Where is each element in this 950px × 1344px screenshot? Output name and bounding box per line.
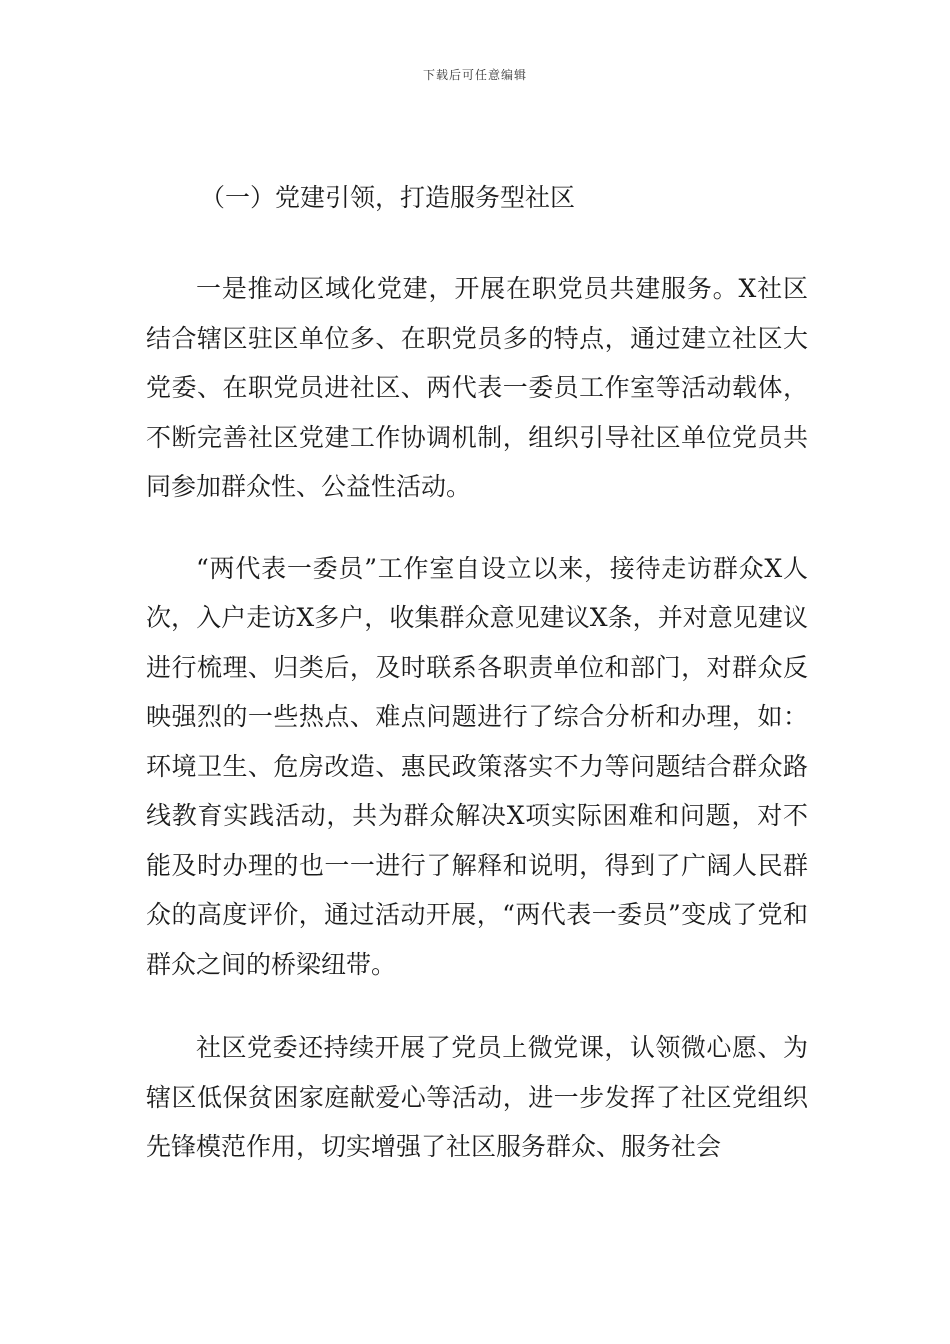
paragraph-1: 一是推动区域化党建，开展在职党员共建服务。X社区结合辖区驻区单位多、在职党员多的特点，通过建立社区大党委、在职党员进社区、两代表一委员工作室等活动载体，不断完善社区党建工作协调机制，组织引导社区单位党员共同参加群众性、公益性活动。: [146, 274, 808, 501]
page-header-note: 下载后可任意编辑: [422, 68, 527, 82]
paragraph-2: “两代表一委员”工作室自设立以来，接待走访群众X人次，入户走访X多户，收集群众意见建议X条，并对意见建议进行梳理、归类后，及时联系各职责单位和部门，对群众反映强烈的一些热点、难点问题进行了综合分析和办理，如：环境卫生、危房改造、惠民政策落实不力等问题结合群众路线教育实践活动，共为群众解决X项实际困难和问题，对不能及时办理的也一一进行了解释和说明，得到了广阔人民群众的高度评价，通过活动开展，“两代表一委员”变成了党和群众之间的桥梁纽带。: [146, 553, 808, 979]
paragraph-3: 社区党委还持续开展了党员上微党课，认领微心愿、为辖区低保贫困家庭献爱心等活动，进一步发挥了社区党组织先锋模范作用，切实增强了社区服务群众、服务社会: [146, 1033, 808, 1161]
section-heading: （一）党建引领，打造服务型社区: [200, 183, 576, 212]
document-body: [146, 172, 808, 1172]
